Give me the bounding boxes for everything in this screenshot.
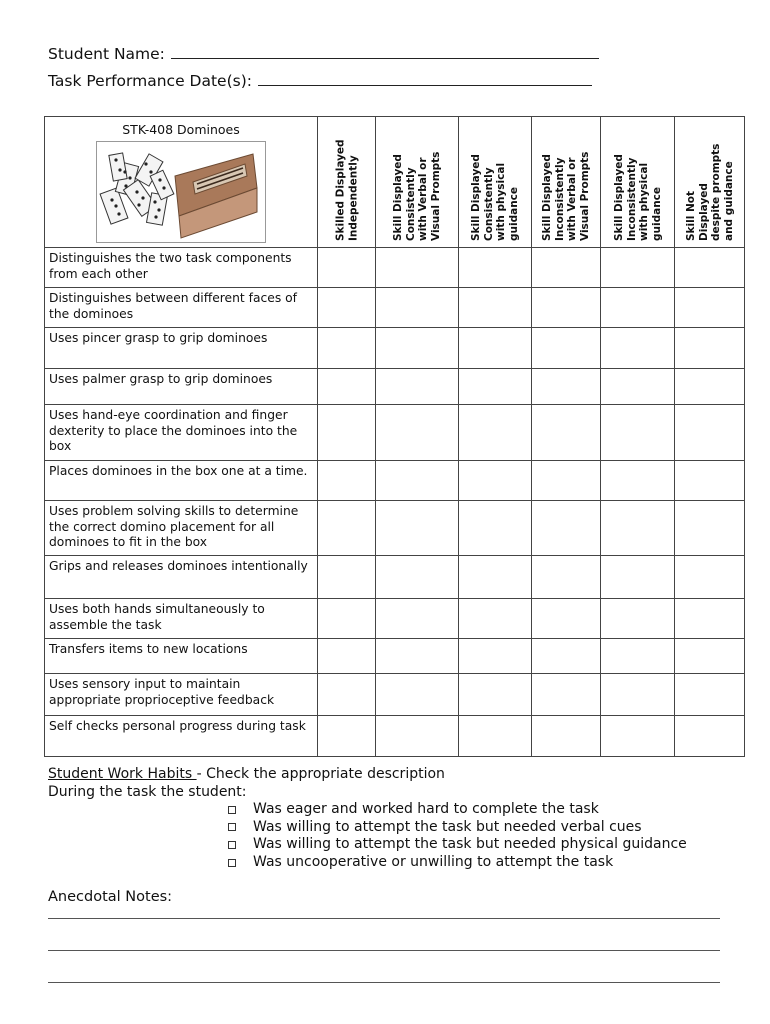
rating-cell[interactable]	[459, 328, 532, 369]
rating-cell[interactable]	[459, 501, 532, 556]
work-habits-instruction: - Check the appropriate description	[196, 766, 445, 782]
skill-label: Uses both hands simultaneously to assemble the task	[45, 599, 318, 639]
rating-cell[interactable]	[459, 248, 532, 288]
table-row	[45, 599, 745, 639]
rating-cell[interactable]	[459, 599, 532, 639]
rating-cell[interactable]	[601, 501, 675, 556]
rating-cell[interactable]	[318, 461, 376, 501]
work-habits-intro: During the task the student:	[48, 783, 247, 800]
rating-cell[interactable]	[459, 556, 532, 599]
notes-line[interactable]	[48, 982, 720, 983]
rating-cell[interactable]	[532, 288, 601, 328]
table-row	[45, 639, 745, 674]
rating-cell[interactable]	[601, 248, 675, 288]
rating-cell[interactable]	[675, 599, 745, 639]
skill-label: Places dominoes in the box one at a time.	[45, 461, 318, 501]
rating-cell[interactable]	[601, 674, 675, 716]
rating-cell[interactable]	[459, 674, 532, 716]
rating-cell[interactable]	[675, 405, 745, 461]
table-row	[45, 288, 745, 328]
checkbox[interactable]	[228, 841, 236, 849]
rating-cell[interactable]	[318, 288, 376, 328]
habit-option[interactable]: Was uncooperative or unwilling to attempt the task	[228, 854, 687, 872]
rating-cell[interactable]	[601, 288, 675, 328]
rating-cell[interactable]	[376, 556, 459, 599]
table-row	[45, 369, 745, 405]
table-row	[45, 405, 745, 461]
rating-cell[interactable]	[376, 328, 459, 369]
rating-cell[interactable]	[318, 248, 376, 288]
rating-cell[interactable]	[459, 288, 532, 328]
col-head-not-displayed: Skill Not Displayed despite prompts and guidance	[675, 117, 745, 248]
rating-cell[interactable]	[675, 556, 745, 599]
skill-label: Uses pincer grasp to grip dominoes	[45, 328, 318, 369]
rating-cell[interactable]	[376, 288, 459, 328]
rating-cell[interactable]	[376, 248, 459, 288]
skill-label: Uses palmer grasp to grip dominoes	[45, 369, 318, 405]
notes-line[interactable]	[48, 918, 720, 919]
student-name-label: Student Name:	[48, 45, 165, 63]
rating-cell[interactable]	[376, 599, 459, 639]
rating-cell[interactable]	[532, 328, 601, 369]
rating-cell[interactable]	[318, 639, 376, 674]
rating-cell[interactable]	[532, 369, 601, 405]
habit-option[interactable]: Was eager and worked hard to complete the task	[228, 801, 687, 819]
table-row	[45, 556, 745, 599]
skill-label: Transfers items to new locations	[45, 639, 318, 674]
skill-label: Distinguishes between different faces of the dominoes	[45, 288, 318, 328]
rating-cell[interactable]	[459, 369, 532, 405]
rating-cell[interactable]	[376, 501, 459, 556]
skill-label: Uses hand-eye coordination and finger dexterity to place the dominoes into the box	[45, 405, 318, 461]
product-title: STK-408 Dominoes	[122, 122, 240, 137]
table-header-row	[45, 117, 745, 248]
checkbox[interactable]	[228, 859, 236, 867]
rating-cell[interactable]	[601, 405, 675, 461]
anecdotal-notes-label: Anecdotal Notes:	[48, 889, 173, 905]
rating-cell[interactable]	[318, 556, 376, 599]
rating-cell[interactable]	[601, 639, 675, 674]
rating-cell[interactable]	[376, 716, 459, 757]
skill-label: Self checks personal progress during task	[45, 716, 318, 757]
rating-cell[interactable]	[532, 501, 601, 556]
product-cell	[45, 117, 318, 248]
rating-cell[interactable]	[601, 556, 675, 599]
work-habits-title: Student Work Habits	[48, 766, 197, 782]
rating-cell[interactable]	[459, 405, 532, 461]
rating-cell[interactable]	[459, 461, 532, 501]
rating-cell[interactable]	[675, 328, 745, 369]
habit-option[interactable]: Was willing to attempt the task but needed verbal cues	[228, 819, 687, 837]
rating-cell[interactable]	[532, 639, 601, 674]
skill-label: Uses sensory input to maintain appropriate proprioceptive feedback	[45, 674, 318, 716]
rating-cell[interactable]	[532, 599, 601, 639]
rating-cell[interactable]	[532, 674, 601, 716]
table-row	[45, 716, 745, 757]
checkbox[interactable]	[228, 806, 236, 814]
notes-line[interactable]	[48, 950, 720, 951]
dates-field[interactable]	[258, 71, 592, 86]
rating-cell[interactable]	[675, 716, 745, 757]
rating-cell[interactable]	[675, 639, 745, 674]
rating-cell[interactable]	[532, 716, 601, 757]
rating-cell[interactable]	[601, 599, 675, 639]
col-head-independently: Skilled Displayed Independently	[318, 117, 376, 248]
rating-cell[interactable]	[675, 461, 745, 501]
dates-label: Task Performance Date(s):	[48, 72, 252, 90]
rating-cell[interactable]	[376, 674, 459, 716]
work-habits-section	[48, 766, 445, 801]
col-head-inconsistent-verbal: Skill Displayed Inconsistently with Verbal or Visual Prompts	[532, 117, 601, 248]
table-row	[45, 674, 745, 716]
table-row	[45, 461, 745, 501]
rating-cell[interactable]	[376, 369, 459, 405]
student-name-field[interactable]	[171, 44, 599, 59]
table-row	[45, 501, 745, 556]
checkbox[interactable]	[228, 823, 236, 831]
dates-line	[48, 71, 592, 90]
skills-table	[44, 116, 745, 757]
rating-cell[interactable]	[532, 461, 601, 501]
rating-cell[interactable]	[675, 369, 745, 405]
rating-cell[interactable]	[675, 248, 745, 288]
rating-cell[interactable]	[318, 328, 376, 369]
rating-cell[interactable]	[318, 405, 376, 461]
dominoes-image	[96, 141, 266, 243]
rating-cell[interactable]	[601, 461, 675, 501]
col-head-consistent-physical: Skill Displayed Consistently with physical guidance	[459, 117, 532, 248]
rating-cell[interactable]	[675, 501, 745, 556]
rating-cell[interactable]	[532, 556, 601, 599]
work-habits-options	[228, 801, 687, 871]
rating-cell[interactable]	[318, 674, 376, 716]
skill-label: Distinguishes the two task components from each other	[45, 248, 318, 288]
rating-cell[interactable]	[532, 405, 601, 461]
rating-cell[interactable]	[376, 461, 459, 501]
skill-rows	[45, 248, 745, 757]
skill-label: Grips and releases dominoes intentionally	[45, 556, 318, 599]
skill-label: Uses problem solving skills to determine the correct domino placement for all dominoes to fit in the box	[45, 501, 318, 556]
table-row	[45, 328, 745, 369]
habit-option[interactable]: Was willing to attempt the task but needed physical guidance	[228, 836, 687, 854]
rating-cell[interactable]	[675, 674, 745, 716]
rating-cell[interactable]	[532, 248, 601, 288]
rating-cell[interactable]	[376, 639, 459, 674]
rating-cell[interactable]	[318, 716, 376, 757]
rating-cell[interactable]	[318, 501, 376, 556]
rating-cell[interactable]	[675, 288, 745, 328]
student-name-line	[48, 44, 599, 63]
col-head-consistent-verbal: Skill Displayed Consistently with Verbal or Visual Prompts	[376, 117, 459, 248]
table-row	[45, 248, 745, 288]
rating-cell[interactable]	[318, 369, 376, 405]
rating-cell[interactable]	[601, 328, 675, 369]
rating-cell[interactable]	[376, 405, 459, 461]
rating-cell[interactable]	[459, 639, 532, 674]
rating-cell[interactable]	[601, 369, 675, 405]
rating-cell[interactable]	[459, 716, 532, 757]
rating-cell[interactable]	[318, 599, 376, 639]
col-head-inconsistent-physical: Skill Displayed Inconsistently with physical guidance	[601, 117, 675, 248]
rating-cell[interactable]	[601, 716, 675, 757]
